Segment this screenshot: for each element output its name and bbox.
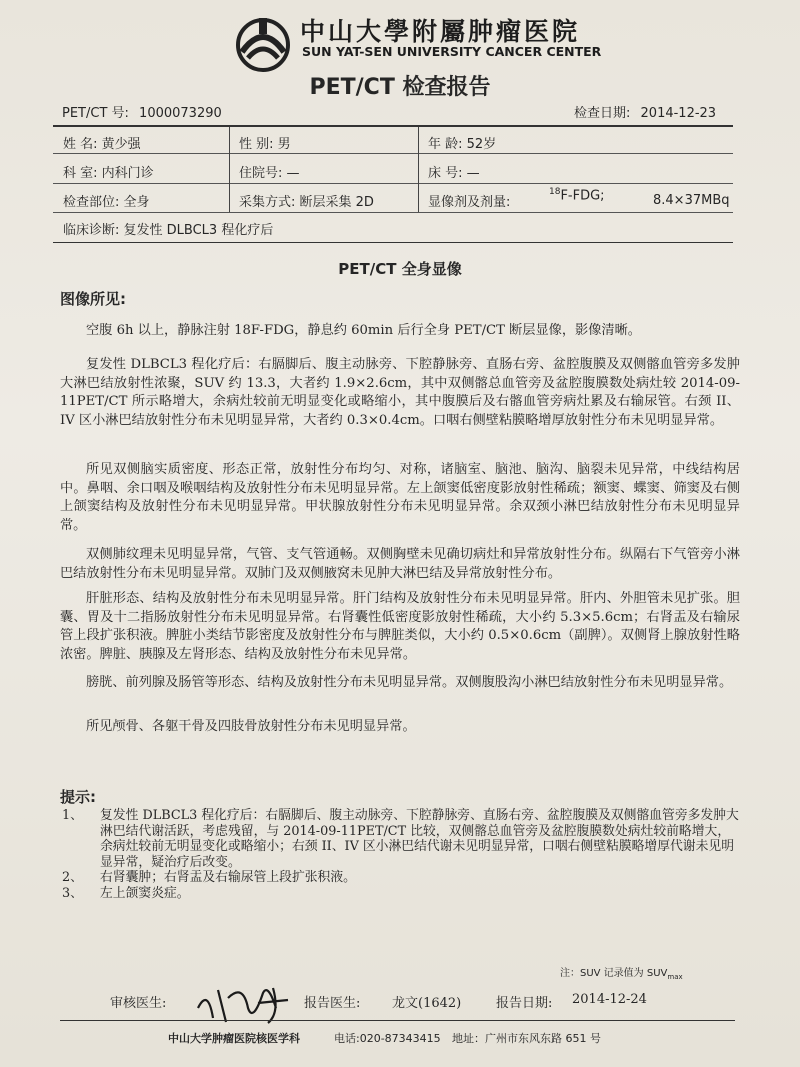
hints-heading: 提示: xyxy=(60,788,96,806)
footer-address: 地址：广州市东风东路 651 号 xyxy=(452,1032,601,1045)
footer-dept: 中山大学肿瘤医院核医学科 xyxy=(168,1032,300,1045)
hospital-name-cn: 中山大學附屬肿瘤医院 xyxy=(300,17,581,46)
section-title: PET/CT 全身显像 xyxy=(338,260,462,278)
footer-phone: 电话:020-87343415 xyxy=(334,1032,441,1045)
agent-field: 显像剂及剂量: xyxy=(428,195,511,210)
bed-field: 床 号: — xyxy=(428,166,480,181)
report-title: PET/CT 检查报告 xyxy=(309,75,491,100)
finding-paragraph: 所见颅骨、各躯干骨及四肢骨放射性分布未见明显异常。 xyxy=(86,719,416,734)
list-item: 1、 复发性 DLBCL3 程化疗后：右膈脚后、腹主动脉旁、下腔静脉旁、直肠右旁、盆腔腹膜及双侧髂血管旁多发肿大淋巴结代谢活跃，考虑残留，与 2014-09-11PET/CT 比较，双侧髂总血管旁及盆腔腹膜数处病灶较前略增大，余病灶较前无明显变化或略缩小；右颈 II、IV 区小淋巴结代谢未见明显异常，口咽右侧壁粘膜略增厚代谢未见明显异常，疑治疗后改变。 xyxy=(62,808,739,870)
hospital-name-en: SUN YAT-SEN UNIVERSITY CANCER CENTER xyxy=(302,44,602,59)
finding-paragraph: 双侧肺纹理未见明显异常，气管、支气管通畅。双侧胸壁未见确切病灶和异常放射性分布。纵隔右下气管旁小淋巴结放射性分布未见明显异常。双肺门及双侧腋窝未见肿大淋巴结及异常放射性分布。 xyxy=(60,547,740,581)
row-divider xyxy=(53,212,733,213)
patient-sex: 男 xyxy=(277,137,291,152)
findings-heading: 图像所见: xyxy=(60,290,126,308)
patient-info-table xyxy=(53,125,733,243)
acquisition-method: 断层采集 2D xyxy=(299,195,374,210)
patient-bed: — xyxy=(466,166,480,181)
inpatient-field: 住院号: — xyxy=(239,166,300,181)
patient-inpatient: — xyxy=(286,166,300,181)
exam-date-value: 2014-12-23 xyxy=(640,106,717,121)
footer-divider xyxy=(60,1020,735,1021)
finding-paragraph: 空腹 6h 以上，静脉注射 18F-FDG，静息约 60min 后行全身 PET/CT 断层显像，影像清晰。 xyxy=(86,323,641,338)
reporter-label: 报告医生: xyxy=(304,996,361,1011)
col-divider xyxy=(418,127,419,212)
dept-field: 科 室: 内科门诊 xyxy=(63,166,154,181)
clinical-diagnosis: 复发性 DLBCL3 程化疗后 xyxy=(123,223,274,238)
finding-paragraph: 肝脏形态、结构及放射性分布未见明显异常。肝门结构及放射性分布未见明显异常。肝内、外胆管未见扩张。胆囊、胃及十二指肠放射性分布未见明显异常。右肾囊性低密度影放射性稀疏，大小约 5.3×5.6cm；右肾盂及右输尿管上段扩张积液。脾脏小类结节影密度及放射性分布与脾脏类似，大小约 0.5×0.6cm（副脾）。双侧肾上腺放射性略浓密。脾脏、胰腺及左肾形态、结构及放射性分布未见异常。 xyxy=(60,591,740,662)
patient-name: 黄少强 xyxy=(101,137,141,152)
petct-number-value: 1000073290 xyxy=(139,106,222,121)
petct-number xyxy=(62,102,222,121)
exam-site: 全身 xyxy=(123,195,150,210)
name-field: 姓 名: 黄少强 xyxy=(63,137,141,152)
report-date-value: 2014-12-24 xyxy=(572,992,647,1007)
reporter-name: 龙文(1642) xyxy=(392,996,462,1011)
petct-number-label: PET/CT 号: xyxy=(62,106,129,121)
finding-paragraph: 复发性 DLBCL3 程化疗后：右膈脚后、腹主动脉旁、下腔静脉旁、直肠右旁、盆腔腹膜及双侧髂血管旁多发肿大淋巴结放射性浓聚，SUV 约 13.3，大者约 1.9×2.6cm，其中双侧髂总血管旁及盆腔腹膜数处病灶较 2014-09-11PET/CT 所示略增大，余病灶较前无明显变化或略缩小，其中腹膜后及右髂血管旁病灶累及右输尿管。右颈 II、IV 区小淋巴结放射性分布未见明显异常，大者约 0.3×0.4cm。口咽右侧壁粘膜略增厚放射性分布未见明显异常。 xyxy=(60,357,740,428)
diagnosis-field: 临床诊断: 复发性 DLBCL3 程化疗后 xyxy=(63,223,274,238)
reviewer-label: 审核医生: xyxy=(110,996,167,1011)
exam-date-label: 检查日期: xyxy=(574,106,631,121)
suv-note: 注：SUV 记录值为 $SUV_{max}$ xyxy=(560,968,683,981)
method-field: 采集方式: 断层采集 2D xyxy=(239,195,374,210)
report-date-label: 报告日期: xyxy=(496,996,553,1011)
row-divider xyxy=(53,153,733,154)
exam-date xyxy=(574,102,716,121)
hints-list xyxy=(62,808,742,901)
patient-age: 52岁 xyxy=(466,137,497,152)
list-item: 2、 右肾囊肿；右肾盂及右输尿管上段扩张积液。 xyxy=(62,870,356,885)
list-item: 3、 左上颌窦炎症。 xyxy=(62,885,190,901)
age-field: 年 龄: 52岁 xyxy=(428,137,497,152)
finding-paragraph: 膀胱、前列腺及肠管等形态、结构及放射性分布未见明显异常。双侧腹股沟小淋巴结放射性分布未见明显异常。 xyxy=(86,675,733,690)
row-divider xyxy=(53,183,733,184)
sex-field: 性 别: 男 xyxy=(239,137,291,152)
tracer: $^{18}$F-FDG; xyxy=(549,187,605,204)
col-divider xyxy=(229,127,230,212)
dose: 8.4×37MBq xyxy=(653,193,730,208)
site-field: 检查部位: 全身 xyxy=(63,195,150,210)
finding-paragraph: 所见双侧脑实质密度、形态正常，放射性分布均匀、对称，诸脑室、脑池、脑沟、脑裂未见异常，中线结构居中。鼻咽、余口咽及喉咽结构及放射性分布未见明显异常。左上颌窦低密度影放射性稀疏；额窦、蝶窦、筛窦及右侧上颌窦结构及放射性分布未见明显异常。甲状腺放射性分布未见明显异常。余双颈小淋巴结放射性分布未见明显异常。 xyxy=(60,462,740,533)
patient-dept: 内科门诊 xyxy=(101,166,154,181)
hospital-logo-icon xyxy=(232,12,294,74)
